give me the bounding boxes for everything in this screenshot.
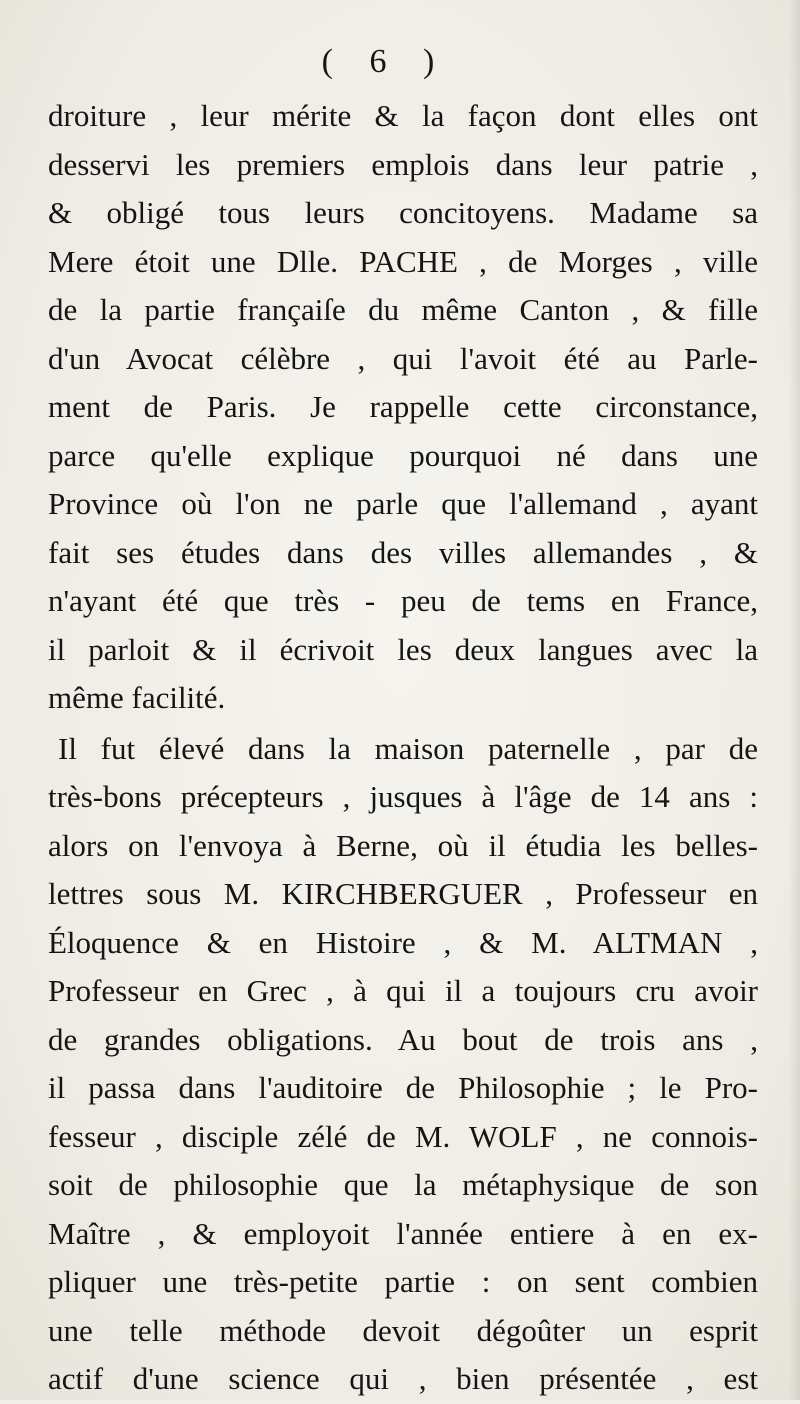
text-line: fesseur , disciple zélé de M. WOLF , ne connois- — [48, 1118, 758, 1154]
text-line: parce qu'elle explique pourquoi né dans une — [48, 437, 758, 473]
text-line: il passa dans l'auditoire de Philosophie ; le Pro- — [48, 1070, 758, 1105]
text-line: d'un Avocat célèbre , qui l'avoit été au Parle- — [48, 340, 758, 376]
text-line: actif d'une science qui , bien présentée , est — [48, 1361, 758, 1396]
text-line: Professeur en Grec , à qui il a toujours cru avoir — [48, 973, 758, 1008]
text-line: droiture , leur mérite & la façon dont elles ont — [48, 98, 758, 133]
page-edge-shadow — [788, 0, 800, 1400]
text-line: n'ayant été que très - peu de tems en France, — [48, 583, 758, 618]
text-line: fait ses études dans des villes allemandes , & — [48, 534, 758, 570]
text-line: desservi les premiers emplois dans leur patrie , — [48, 146, 758, 182]
text-line: alors on l'envoya à Berne, où il étudia les belles- — [48, 827, 758, 863]
text-line: Maître , & employoit l'année entiere à en ex- — [48, 1215, 758, 1251]
text-line: & obligé tous leurs concitoyens. Madame sa — [48, 195, 758, 230]
text-line: Mere étoit une Dlle. PACHE , de Morges , ville — [48, 243, 758, 279]
body-text — [48, 92, 758, 1404]
text-line: de grandes obligations. Au bout de trois ans , — [48, 1021, 758, 1057]
text-line: Province où l'on ne parle que l'allemand , ayant — [48, 486, 758, 521]
text-line: pliquer une très-petite partie : on sent combien — [48, 1264, 758, 1299]
text-line: ment de Paris. Je rappelle cette circonstance, — [48, 389, 758, 424]
text-line: lettres sous M. KIRCHBERGUER , Professeur en — [48, 876, 758, 911]
text-line: de la partie françaiſe du même Canton , & fille — [48, 292, 758, 327]
text-line: il parloit & il écrivoit les deux langues avec la — [48, 631, 758, 667]
text-line: soit de philosophie que la métaphysique de son — [48, 1167, 758, 1202]
text-line: Éloquence & en Histoire , & M. ALTMAN , — [48, 924, 758, 960]
text-line: Il fut élevé dans la maison paternelle , par de — [58, 730, 758, 766]
text-line: même facilité. — [48, 680, 226, 715]
text-line: une telle méthode devoit dégoûter un esprit — [48, 1312, 758, 1348]
page-number: ( 6 ) — [321, 43, 449, 80]
text-line: très-bons précepteurs , jusques à l'âge de 14 ans : — [48, 779, 758, 814]
paragraph-2 — [48, 725, 758, 1404]
paragraph-1 — [48, 92, 758, 723]
